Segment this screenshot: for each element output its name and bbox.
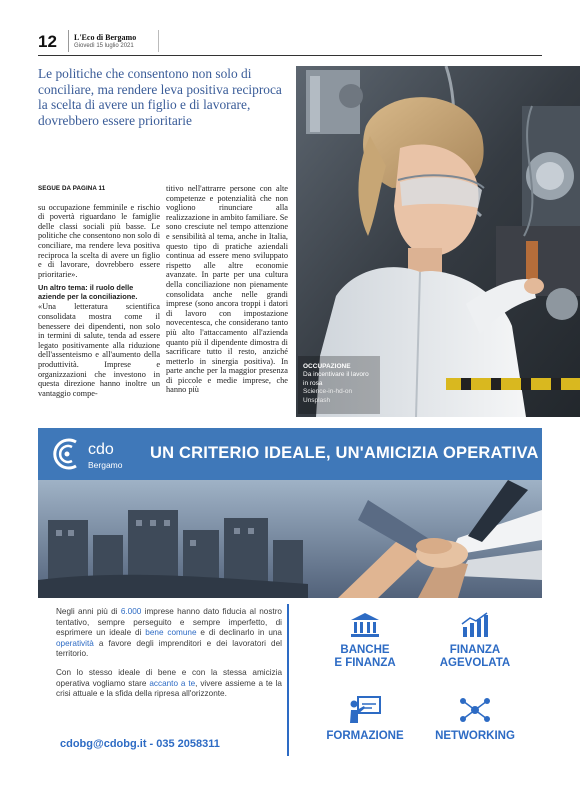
cdo-advertisement bbox=[38, 428, 542, 768]
service-label-finanza: FINANZA AGEVOLATA bbox=[439, 644, 511, 669]
service-formazione bbox=[306, 696, 424, 743]
page-number: 12 bbox=[38, 32, 57, 51]
service-networking bbox=[416, 696, 534, 743]
caption-title: OCCUPAZIONE bbox=[303, 363, 351, 370]
cdo-logo-icon bbox=[50, 436, 84, 472]
text-run: e di declinarlo in una bbox=[196, 628, 282, 638]
service-finanza-agevolata bbox=[416, 612, 534, 670]
issue-date: Giovedì 15 luglio 2021 bbox=[74, 43, 134, 49]
service-label-formazione: FORMAZIONE bbox=[326, 730, 404, 742]
ad-body-text bbox=[56, 607, 282, 708]
highlighted-text: operatività bbox=[56, 638, 94, 648]
ad-photo-city-hands bbox=[38, 480, 542, 598]
paragraph-2: «Una letteratura scientifica consolidata mostra come il benessere dei dipendenti, non solo in termini di salute, tenda ad essere legato positivamente alla riduzione dell'assenteismo e all'aumento della produttività. Imprese e organizzazioni che investono in questa direzione hanno inoltre un vantaggio compe- bbox=[38, 302, 160, 398]
logo-city: Bergamo bbox=[88, 460, 123, 470]
article-column-2 bbox=[166, 184, 288, 395]
text-run: , vivere assieme a te la crisi attuale e la sfida della ripresa all'orizzonte. bbox=[56, 678, 282, 699]
ad-paragraph-1 bbox=[56, 607, 282, 660]
growth-chart-icon bbox=[460, 612, 490, 638]
bank-icon bbox=[350, 612, 380, 638]
article-column-1 bbox=[38, 184, 160, 398]
page-header bbox=[38, 30, 542, 56]
newspaper-name: L'Eco di Bergamo bbox=[74, 33, 137, 42]
text-run: imprese hanno dato fiducia al nostro tentativo, sempre perseguito e sempre imperfetto, di esprimere un ideale di bbox=[56, 607, 282, 638]
highlighted-text: 6.000 bbox=[120, 607, 142, 616]
service-label-banche: BANCHE E FINANZA bbox=[334, 644, 396, 669]
header-divider-2 bbox=[158, 30, 159, 52]
service-label-networking: NETWORKING bbox=[435, 730, 515, 742]
ad-paragraph-2 bbox=[56, 668, 282, 700]
ad-contact-line[interactable]: cdobg@cdobg.it - 035 2058311 bbox=[60, 738, 220, 750]
ad-banner bbox=[38, 428, 542, 480]
highlighted-text: bene comune bbox=[145, 628, 197, 638]
caption-subtitle: Da incentivare il lavoro in rosa bbox=[303, 371, 369, 387]
text-run: Negli anni più di bbox=[56, 607, 121, 616]
header-divider bbox=[68, 30, 69, 52]
paragraph-1: su occupazione femminile e rischio di povertà riguardano le famiglie delle classi sociali più basse. Le politiche che consentono non solo di conciliare, ma rendere leva positiva reciproca la scelta di avere un figlio e di lavorare, dovrebbero essere prioritarie». bbox=[38, 202, 160, 279]
caption-credit: Science-in-hd-on Unsplash bbox=[303, 388, 353, 404]
continued-from-kicker: SEGUE DA PAGINA 11 bbox=[38, 185, 106, 192]
service-banche-finanza bbox=[306, 612, 424, 670]
logo-name: cdo bbox=[88, 441, 114, 458]
article-subhead: Un altro tema: il ruolo delle aziende per la conciliazione. bbox=[38, 283, 138, 302]
photo-caption bbox=[303, 363, 375, 405]
network-icon bbox=[458, 696, 492, 724]
text-run: Con lo stesso ideale di bene e con la stessa amicizia operativa vogliamo stare bbox=[56, 667, 282, 688]
ad-vertical-divider bbox=[287, 604, 289, 756]
presentation-icon bbox=[348, 696, 382, 724]
ad-title: UN CRITERIO IDEALE, UN'AMICIZIA OPERATIVA bbox=[150, 444, 539, 462]
article-headline: Le politiche che consentono non solo di conciliare, ma rendere leva positiva reciproca la scelta di avere un figlio e di lavorare, dovrebbero essere prioritarie bbox=[38, 66, 282, 128]
highlighted-text: accanto a te bbox=[149, 678, 196, 688]
city-and-hands-illustration bbox=[38, 480, 542, 598]
paragraph-3: titivo nell'attrarre persone con alte competenze e potenzialità che non vogliono rinunciare alla realizzazione in ambito familiare. Se sono cresciute nel tempo attenzione e sensibilità al tema, anche in Italia, questo tipo di pratiche aziendali continua ad essere meno sviluppato rispetto alle altre economie avanzate. In parte per una cultura della conciliazione non pienamente consolidata anche nelle grandi imprese (sono ancora troppi i datori di lavoro con impostazione novecentesca, che considerano tanto più alto l'attaccamento all'azienda quanto più il dipendente dimostra di sacrificare tutto il resto, anziché metterlo in sinergia positiva). In parte anche per la maggior presenza di piccole e medie imprese, che hanno più bbox=[166, 184, 288, 395]
text-run: a favore degli imprenditori e dei lavoratori del territorio. bbox=[56, 638, 282, 659]
